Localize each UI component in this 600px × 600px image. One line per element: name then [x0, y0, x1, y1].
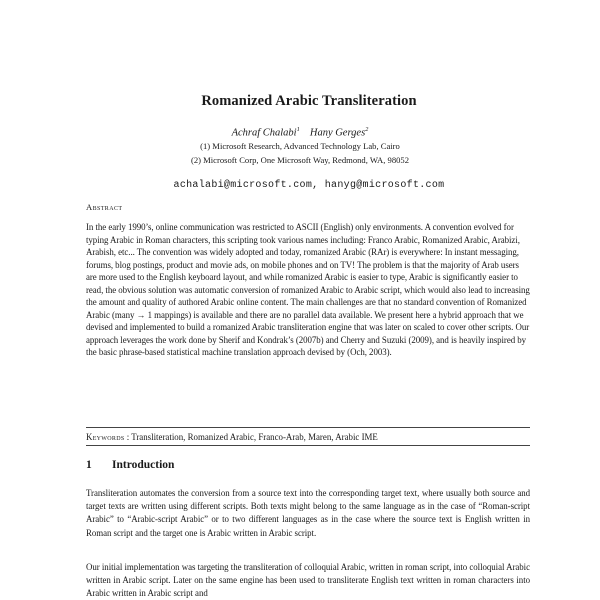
- keywords-label: Keywords: [86, 432, 125, 442]
- abstract-text: In the early 1990’s, online communication was restricted to ASCII (English) only environments. A convention evolved for typing Arabic in Roman characters, this scripting took various names including: Franco Arabic, Romanized Arabic, Arabizi, Arabish, etc... The convention was widely adopted and today, romanized Arabic (RAr) is everywhere: In instant messaging, forums, blog postings, product and movie ads, on mobile phones and on TV! The problem is that the majority of Arab users are more used to the English keyboard layout, and while romanized Arabic is easier to type, Arabic is significantly easier to read, the obvious solution was automatic conversion of romanized Arabic to Arabic script, which would also lead to increasing the amount and quality of authored Arabic online content. The main challenges are that no standard convention of Romanized Arabic (many → 1 mappings) is available and there are no parallel data available. We present here a hybrid approach that we devised and implemented to build a romanized Arabic transliteration engine that was later on scaled to cover other scripts. Our approach leverages the work done by Sherif and Kondrak’s (2007b) and Cherry and Suzuki (2009), and is heavily inspired by the basic phrase-based statistical machine translation approach devised by (Och, 2003).: [86, 222, 530, 357]
- author-name: Hany Gerges: [309, 127, 366, 139]
- author-affiliation-marker: 2: [365, 126, 369, 133]
- keywords-bottom-rule: [86, 445, 530, 446]
- affiliation-line: (2) Microsoft Corp, One Microsoft Way, Redmond, WA, 98052: [190, 155, 410, 165]
- paper-title: Romanized Arabic Transliteration: [201, 93, 417, 109]
- section-number: 1: [86, 459, 92, 471]
- author-affiliation-marker: 1: [296, 126, 300, 133]
- keywords-text: : Transliteration, Romanized Arabic, Franco-Arab, Maren, Arabic IME: [126, 432, 378, 442]
- section-heading: [86, 459, 174, 471]
- body-paragraph: Transliteration automates the conversion from a source text into the corresponding target text, where usually both source and target texts are written using different scripts. Both texts might belong to the same language as in the case of “Roman-script Arabic” to “Arabic-script Arabic” or to two different languages as in the case where the source text is English written in Roman script and the target one is Arabic written in Arabic script.: [86, 488, 530, 538]
- author-emails: achalabi@microsoft.com, hanyg@microsoft.com: [173, 180, 445, 191]
- keywords-line: [86, 432, 530, 442]
- keywords-top-rule: [86, 427, 530, 428]
- body-paragraph: Our initial implementation was targeting the transliteration of colloquial Arabic, written in roman script, into colloquial Arabic written in Arabic script. Later on the same engine has been used to transliterate English text written in roman characters into Arabic written in Arabic script and: [86, 562, 530, 599]
- author-line: [0, 126, 600, 139]
- affiliation-line: (1) Microsoft Research, Advanced Technology Lab, Cairo: [200, 141, 400, 151]
- author-name: Achraf Chalabi: [231, 127, 297, 139]
- section-title: Introduction: [112, 459, 175, 471]
- abstract-heading: Abstract: [86, 202, 123, 212]
